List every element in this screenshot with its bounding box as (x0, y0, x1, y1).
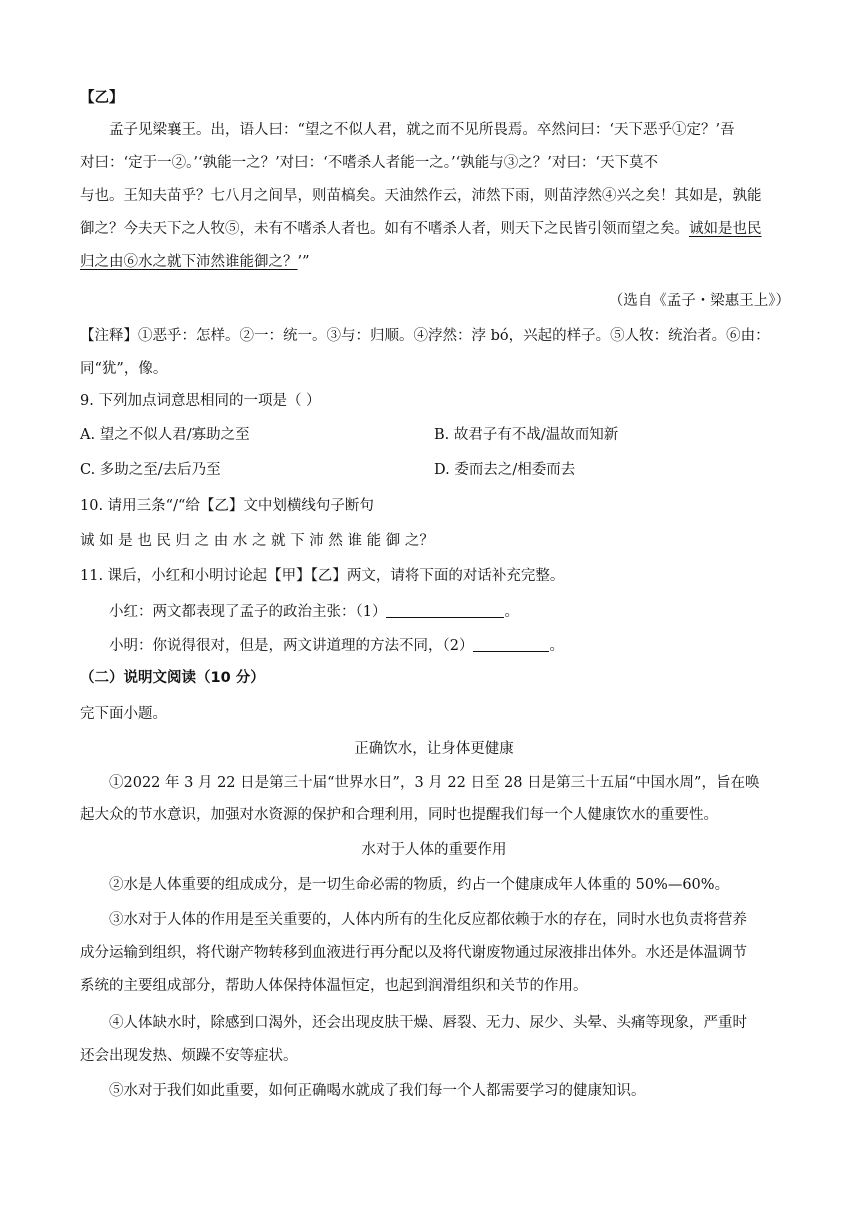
notes-line-2: 同“犹”，像。 (80, 361, 168, 377)
question-9-option-c: C. 多助之至/去后乃至 (80, 462, 221, 478)
answer-blank-2[interactable] (473, 637, 549, 652)
section-2-intro: 完下面小题。 (80, 706, 167, 722)
article-para-2: ②水是人体重要的组成成分，是一切生命必需的物质，约占一个健康成年人体重的 50%—60%。 (109, 877, 730, 893)
underlined-sentence-part-2: 归之由⑥水之就下沛然谁能御之？ (80, 254, 298, 270)
question-10-sentence: 诚 如 是 也 民 归 之 由 水 之 就 下 沛 然 谁 能 御 之？ (80, 533, 434, 549)
article-para-3-line-2: 成分运输到组织，将代谢产物转移到血液进行再分配以及将代谢废物通过尿液排出体外。水还是体温调节 (80, 945, 747, 961)
passage-yi-line-1: 孟子见梁襄王。出，语人曰：“望之不似人君，就之而不见所畏焉。卒然问曰：‘天下恶乎①定？’吾 (109, 122, 735, 138)
question-10: 10. 请用三条“/“给【乙】文中划横线句子断句 (80, 498, 374, 514)
article-para-1-line-1: ①2022 年 3 月 22 日是第三十届“世界水日”，3 月 22 日至 28 日是第三十五届“中国水周”，旨在唤 (109, 775, 760, 791)
question-9: 9. 下列加点词意思相同的一项是（ ） (80, 393, 321, 409)
dialogue-xiaoming-text: 小明：你说得很对，但是，两文讲道理的方法不同，（2） (109, 638, 474, 654)
article-para-3-line-3: 系统的主要组成部分，帮助人体保持体温恒定，也起到润滑组织和关节的作用。 (80, 978, 588, 994)
article-para-4-line-1: ④人体缺水时，除感到口渴外，还会出现皮肤干燥、唇裂、无力、尿少、头晕、头痛等现象，严重时 (109, 1015, 747, 1031)
passage-yi-line-4 (80, 219, 762, 239)
dialogue-xiaohong (109, 602, 519, 622)
dialogue-xiaoming (109, 636, 564, 656)
question-9-option-b: B. 故君子有不战/温故而知新 (434, 427, 619, 443)
period: 。 (549, 638, 564, 654)
passage-yi-line-3: 与也。王知夫苗乎？七八月之间旱，则苗槁矣。天油然作云，沛然下雨，则苗浡然④兴之矣！其如是，孰能 (80, 188, 762, 204)
answer-blank-1[interactable] (386, 603, 504, 618)
period: 。 (504, 604, 519, 620)
article-para-5: ⑤水对于我们如此重要，如何正确喝水就成了我们每一个人都需要学习的健康知识。 (109, 1083, 646, 1099)
passage-yi-line-5-tail: ’” (297, 254, 310, 270)
question-9-option-a: A. 望之不似人君/寡助之至 (80, 427, 250, 443)
passage-yi-line-4-text: 御之？今夫天下之人牧⑤，未有不嗜杀人者也。如有不嗜杀人者，则天下之民皆引领而望之矣。 (80, 221, 689, 237)
question-11: 11. 课后，小红和小明讨论起【甲】【乙】两文，请将下面的对话补充完整。 (80, 568, 565, 584)
passage-source: （选自《孟子・梁惠王上》） (608, 293, 790, 309)
article-para-1-line-2: 起大众的节水意识，加强对水资源的保护和合理利用，同时也提醒我们每一个人健康饮水的重要性。 (80, 807, 718, 823)
section-2-heading: （二）说明文阅读（10 分） (80, 670, 265, 686)
dialogue-xiaohong-text: 小红：两文都表现了孟子的政治主张：（1） (109, 604, 387, 620)
notes-line-1: 【注释】①恶乎：怎样。②一：统一。③与：归顺。④浡然：浡 bó，兴起的样子。⑤人牧：统治者。⑥由： (80, 328, 770, 344)
question-9-option-d: D. 委而去之/相委而去 (434, 462, 576, 478)
article-para-3-line-1: ③水对于人体的作用是至关重要的，人体内所有的生化反应都依赖于水的存在，同时水也负责将营养 (109, 912, 747, 928)
underlined-sentence-part-1: 诚如是也民 (689, 221, 762, 237)
article-para-4-line-2: 还会出现发热、烦躁不安等症状。 (80, 1048, 298, 1064)
passage-yi-title: 【乙】 (80, 90, 124, 106)
article-title: 正确饮水，让身体更健康 (354, 741, 514, 757)
article-subheading: 水对于人体的重要作用 (361, 842, 507, 858)
passage-yi-line-5 (80, 252, 310, 272)
passage-yi-line-2: 对曰：‘定于一②。’‘孰能一之？’对曰：‘不嗜杀人者能一之。’‘孰能与③之？’对曰：‘天下莫不 (80, 155, 658, 171)
